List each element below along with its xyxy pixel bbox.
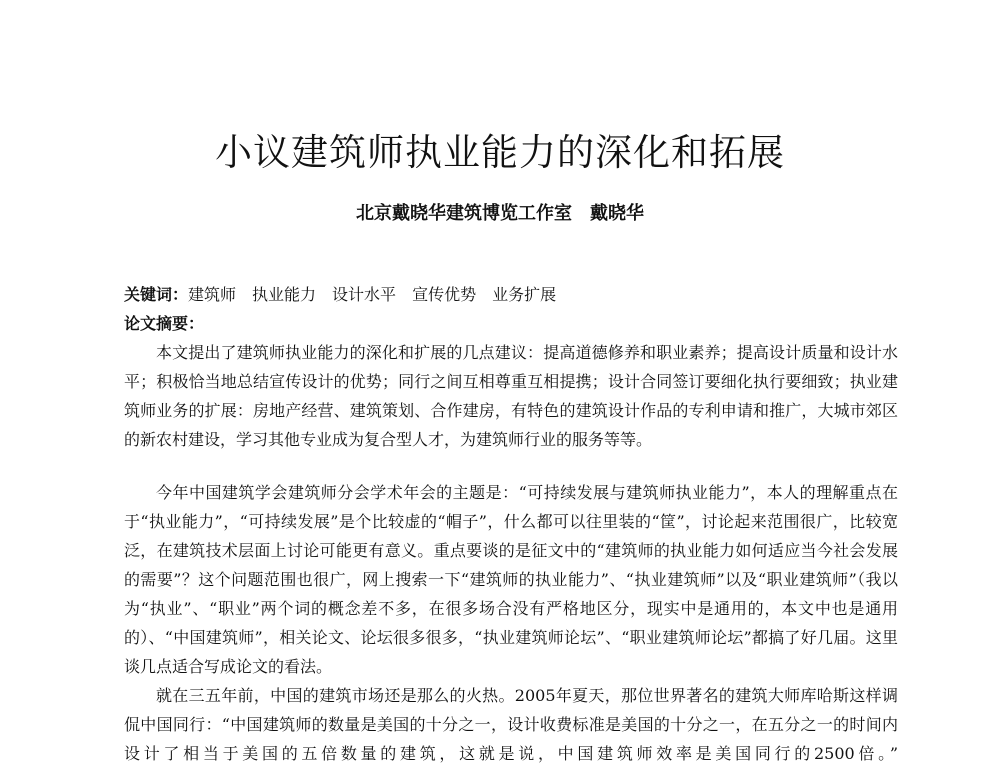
body-paragraph: 今年中国建筑学会建筑师分会学术年会的主题是：“可持续发展与建筑师执业能力”，本人的理解重点在于“执业能力”，“可持续发展”是个比较虚的“帽子”，什么都可以往里装的“筐”，讨论起来范围很广，比较宽泛，在建筑技术层面上讨论可能更有意义。重点要谈的是征文中的“建筑师的执业能力如何适应当今社会发展的需要”？这个问题范围也很广，网上搜索一下“建筑师的执业能力”、“执业建筑师”以及“职业建筑师”（我以为“执业”、“职业”两个词的概念差不多，在很多场合没有严格地区分，现实中是通用的，本文中也是通用的）、“中国建筑师”，相关论文、论坛很多很多，“执业建筑师论坛”、“职业建筑师论坛”都搞了好几届。这里谈几点适合写成论文的看法。	[124, 483, 898, 676]
keyword-item: 设计水平	[332, 285, 397, 304]
keyword-item: 建筑师	[188, 285, 237, 304]
keyword-item: 业务扩展	[492, 285, 557, 304]
author-name: 戴晓华	[590, 203, 644, 224]
abstract-heading	[124, 309, 898, 338]
keywords-label: 关键词：	[124, 285, 189, 304]
main-body	[124, 478, 898, 768]
abstract-label: 论文摘要：	[124, 314, 205, 333]
author-affiliation: 北京戴晓华建筑博览工作室	[356, 203, 572, 224]
keyword-item: 执业能力	[252, 285, 317, 304]
author-byline	[0, 201, 1000, 227]
abstract-block	[124, 338, 898, 454]
paper-title: 小议建筑师执业能力的深化和拓展	[215, 131, 785, 174]
keywords-line	[124, 280, 898, 309]
abstract-text: 本文提出了建筑师执业能力的深化和扩展的几点建议：提高道德修养和职业素养；提高设计质量和设计水平；积极恰当地总结宣传设计的优势；同行之间互相尊重互相提携；设计合同签订要细化执行要细致；执业建筑师业务的扩展：房地产经营、建筑策划、合作建房，有特色的建筑设计作品的专利申请和推广，大城市郊区的新农村建设，学习其他专业成为复合型人才，为建筑师行业的服务等等。	[124, 343, 898, 449]
keyword-item: 宣传优势	[412, 285, 477, 304]
body-paragraph: 就在三五年前，中国的建筑市场还是那么的火热。2005年夏天，那位世界著名的建筑大师库哈斯这样调侃中国同行：“中国建筑师的数量是美国的十分之一，设计收费标准是美国的十分之一，在五分之一的时间内设计了相当于美国的五倍数量的建筑，这就是说，中国建筑师效率是美国同行的2500倍。”	[124, 686, 898, 763]
